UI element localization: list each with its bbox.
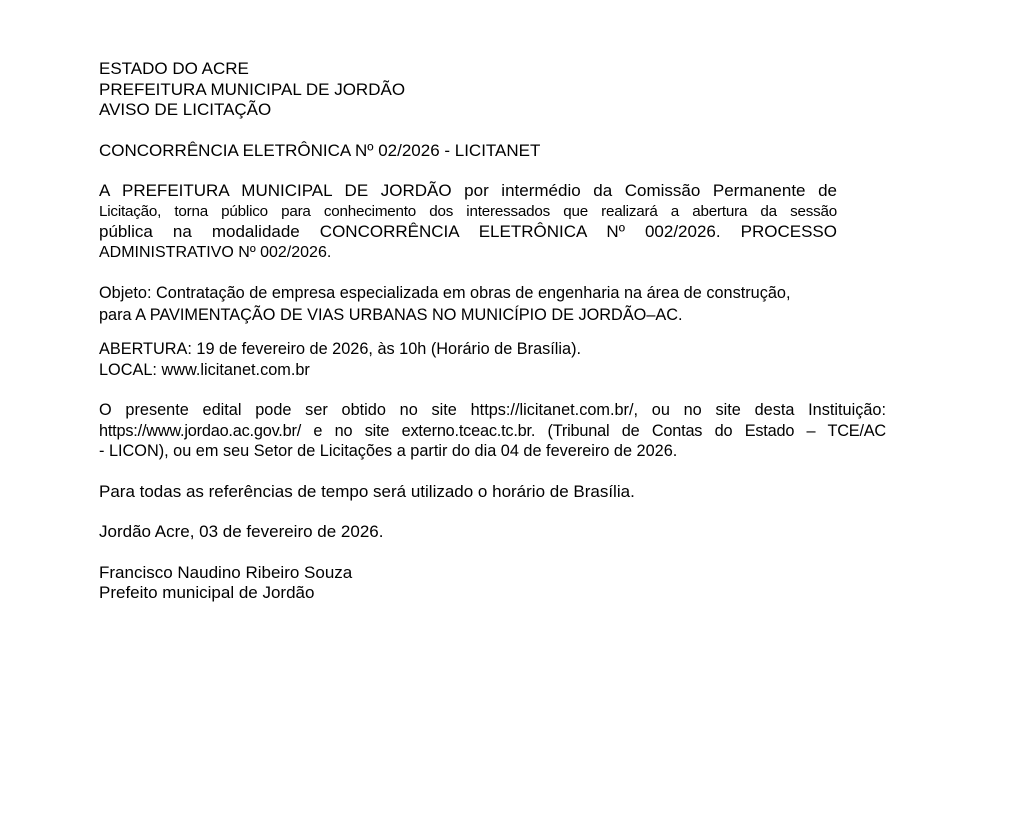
objeto-line: Objeto: Contratação de empresa especializada em obras de engenharia na área de construção, <box>99 284 791 302</box>
referencias-text: Para todas as referências de tempo será utilizado o horário de Brasília. <box>99 481 635 501</box>
edital-line: - LICON), ou em seu Setor de Licitações a partir do dia 04 de fevereiro de 2026. <box>99 442 678 460</box>
edital-line: O presente edital pode ser obtido no site https://licitanet.com.br/, ou no site desta Instituição: <box>99 401 886 419</box>
intro-paragraph <box>99 181 837 263</box>
document-title: CONCORRÊNCIA ELETRÔNICA Nº 02/2026 - LICITANET <box>99 140 541 160</box>
date-location: Jordão Acre, 03 de fevereiro de 2026. <box>99 522 384 541</box>
signature-role: Prefeito municipal de Jordão <box>99 583 315 602</box>
header-municipality: PREFEITURA MUNICIPAL DE JORDÃO <box>99 79 406 99</box>
abertura-text: ABERTURA: 19 de fevereiro de 2026, às 10h (Horário de Brasília). <box>99 340 582 358</box>
signature-name: Francisco Naudino Ribeiro Souza <box>99 562 353 582</box>
edital-line: https://www.jordao.ac.gov.br/ e no site externo.tceac.tc.br. (Tribunal de Contas do Estado – TCE/AC <box>99 421 886 440</box>
intro-line: A PREFEITURA MUNICIPAL DE JORDÃO por intermédio da Comissão Permanente de <box>99 181 837 200</box>
intro-line: pública na modalidade CONCORRÊNCIA ELETRÔNICA Nº 002/2026. PROCESSO <box>99 222 837 241</box>
document <box>99 59 889 604</box>
objeto-line: para A PAVIMENTAÇÃO DE VIAS URBANAS NO MUNICÍPIO DE JORDÃO–AC. <box>99 305 683 324</box>
intro-line: Licitação, torna público para conhecimento dos interessados que realizará a abertura da sessão <box>99 202 837 220</box>
objeto-paragraph <box>99 283 889 325</box>
header-state: ESTADO DO ACRE <box>99 59 249 78</box>
header-notice: AVISO DE LICITAÇÃO <box>99 100 272 119</box>
local-text: LOCAL: www.licitanet.com.br <box>99 360 310 379</box>
edital-paragraph <box>99 400 886 462</box>
intro-line: ADMINISTRATIVO Nº 002/2026. <box>99 243 332 261</box>
